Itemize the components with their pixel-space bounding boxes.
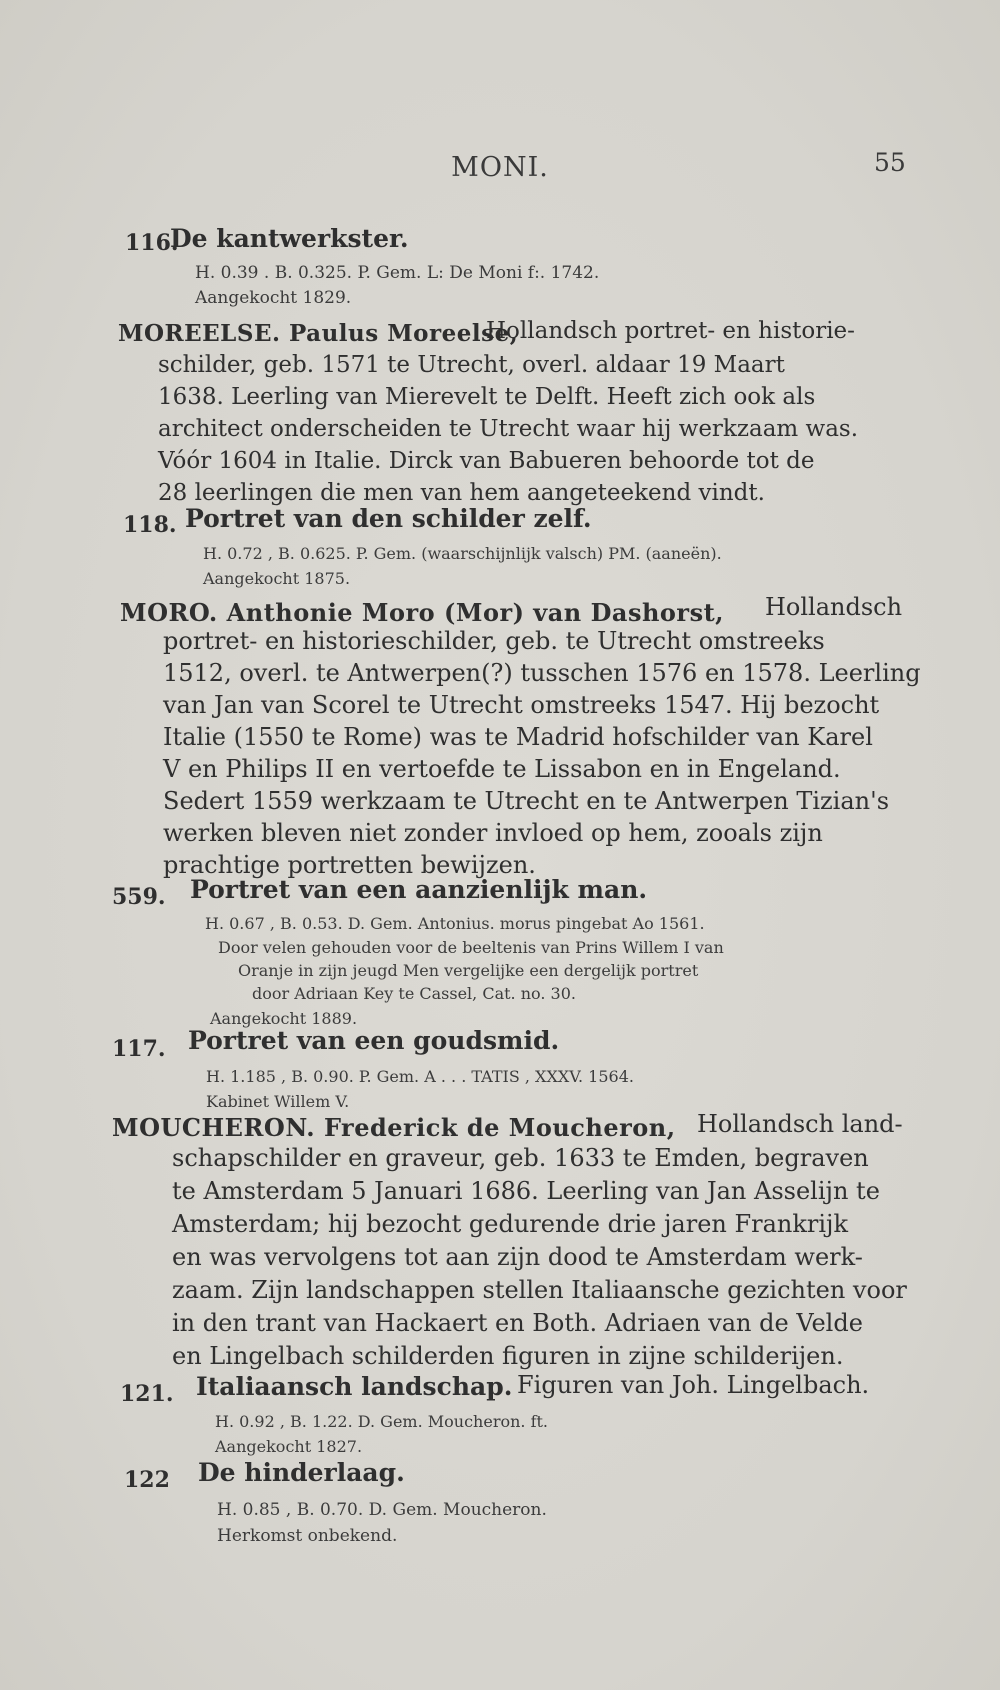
entry-title: Portret van een goudsmid. xyxy=(188,1026,560,1055)
artist-bio-line: Amsterdam; hij bezocht gedurende drie jaren Frankrijk xyxy=(172,1210,849,1238)
entry-note: Oranje in zijn jeugd Men vergelijke een dergelijk portret xyxy=(238,961,699,980)
page-number: 55 xyxy=(874,148,906,177)
entry-number: 118. xyxy=(123,512,177,538)
artist-bio-line: schapschilder en graveur, geb. 1633 te Emden, begraven xyxy=(172,1144,869,1172)
artist-bio-line: 1512, overl. te Antwerpen(?) tusschen 1576 en 1578. Leerling xyxy=(163,659,921,687)
artist-bio-line: portret- en historieschilder, geb. te Utrecht omstreeks xyxy=(163,627,825,655)
entry-title: De hinderlaag. xyxy=(198,1458,405,1487)
artist-bio-line: werken bleven niet zonder invloed op hem, zooals zijn xyxy=(163,819,823,847)
artist-bio-line: Hollandsch land- xyxy=(697,1110,903,1138)
artist-bio-line: 1638. Leerling van Mierevelt te Delft. Heeft zich ook als xyxy=(158,384,816,410)
entry-meta: H. 1.185 , B. 0.90. P. Gem. A . . . TATIS , XXXV. 1564. xyxy=(206,1067,634,1086)
artist-bio-line: en Lingelbach schilderden figuren in zijne schilderijen. xyxy=(172,1342,844,1370)
entry-provenance: Aangekocht 1889. xyxy=(210,1009,358,1028)
entry-number: 116. xyxy=(125,230,179,256)
artist-bio-line: prachtige portretten bewijzen. xyxy=(163,851,536,879)
entry-meta: H. 0.92 , B. 1.22. D. Gem. Moucheron. ft. xyxy=(215,1412,549,1431)
entry-provenance: Kabinet Willem V. xyxy=(206,1092,350,1111)
entry-title: Italiaansch landschap. xyxy=(196,1372,513,1401)
artist-name: MOREELSE. Paulus Moreelse, xyxy=(118,320,519,347)
artist-bio-line: architect onderscheiden te Utrecht waar hij werkzaam was. xyxy=(158,416,859,442)
entry-number: 559. xyxy=(112,884,166,910)
artist-bio-line: 28 leerlingen die men van hem aangeteekend vindt. xyxy=(158,480,765,506)
artist-bio-line: Italie (1550 te Rome) was te Madrid hofschilder van Karel xyxy=(163,723,873,751)
entry-provenance: Aangekocht 1875. xyxy=(203,569,351,588)
entry-meta: H. 0.39 . B. 0.325. P. Gem. L: De Moni f:. 1742. xyxy=(195,263,600,283)
artist-bio-line: en was vervolgens tot aan zijn dood te Amsterdam werk- xyxy=(172,1243,863,1271)
artist-bio-line: Sedert 1559 werkzaam te Utrecht en te Antwerpen Tizian's xyxy=(163,787,890,815)
artist-bio-line: van Jan van Scorel te Utrecht omstreeks 1547. Hij bezocht xyxy=(163,691,880,719)
entry-number: 122 xyxy=(124,1467,170,1493)
artist-name: MORO. Anthonie Moro (Mor) van Dashorst, xyxy=(120,598,725,627)
entry-note: door Adriaan Key te Cassel, Cat. no. 30. xyxy=(252,984,576,1003)
artist-bio-line: zaam. Zijn landschappen stellen Italiaansche gezichten voor xyxy=(172,1276,907,1304)
artist-bio-line: in den trant van Hackaert en Both. Adriaen van de Velde xyxy=(172,1309,863,1337)
artist-name: MOUCHERON. Frederick de Moucheron, xyxy=(112,1113,676,1142)
entry-title-note: Figuren van Joh. Lingelbach. xyxy=(517,1371,870,1399)
entry-title: De kantwerkster. xyxy=(170,224,409,253)
entry-provenance: Aangekocht 1829. xyxy=(195,288,352,308)
artist-bio-line: V en Philips II en vertoefde te Lissabon en in Engeland. xyxy=(163,755,841,783)
entry-provenance: Aangekocht 1827. xyxy=(215,1437,363,1456)
entry-note: Door velen gehouden voor de beeltenis van Prins Willem I van xyxy=(218,938,724,957)
entry-provenance: Herkomst onbekend. xyxy=(217,1526,398,1546)
entry-title: Portret van een aanzienlijk man. xyxy=(190,875,648,904)
entry-number: 117. xyxy=(112,1036,166,1062)
entry-meta: H. 0.67 , B. 0.53. D. Gem. Antonius. morus pingebat Ao 1561. xyxy=(205,914,705,933)
page-header-title: MONI. xyxy=(451,152,549,183)
artist-bio-line: Vóór 1604 in Italie. Dirck van Babueren behoorde tot de xyxy=(158,448,815,474)
entry-number: 121. xyxy=(120,1381,174,1407)
artist-bio-line: Hollandsch portret- en historie- xyxy=(486,318,855,344)
entry-meta: H. 0.72 , B. 0.625. P. Gem. (waarschijnlijk valsch) PM. (aaneën). xyxy=(203,544,722,563)
artist-bio-line: te Amsterdam 5 Januari 1686. Leerling van Jan Asselijn te xyxy=(172,1177,880,1205)
artist-bio-line: schilder, geb. 1571 te Utrecht, overl. aldaar 19 Maart xyxy=(158,352,785,378)
artist-bio-line: Hollandsch xyxy=(765,593,903,621)
entry-meta: H. 0.85 , B. 0.70. D. Gem. Moucheron. xyxy=(217,1500,547,1520)
entry-title: Portret van den schilder zelf. xyxy=(185,504,592,533)
